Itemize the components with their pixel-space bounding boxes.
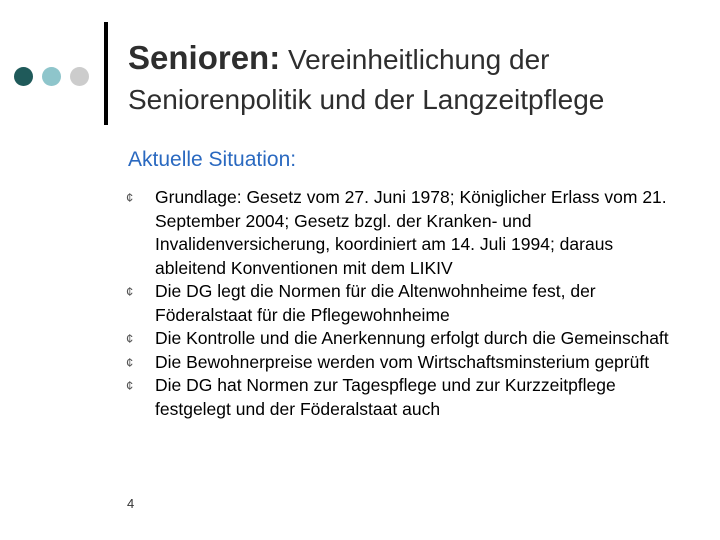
slide-title	[128, 38, 708, 120]
gray-dot-icon	[70, 67, 89, 86]
bullet-circle-icon: ¢	[126, 284, 134, 299]
page-number: 4	[127, 496, 135, 511]
bullet-text: Grundlage: Gesetz vom 27. Juni 1978; Königlicher Erlass vom 21. September 2004; Gesetz bzgl. der Kranken- und Invalidenversicherung, koordiniert am 14. Juli 1994; daraus ableitend Konventionen mit dem LIKIV	[155, 187, 667, 278]
bullet-text: Die Bewohnerpreise werden vom Wirtschaftsminsterium geprüft	[155, 351, 650, 372]
slide-title-main: Senioren:	[128, 39, 281, 76]
bullet-list	[126, 186, 686, 421]
title-divider	[104, 22, 108, 125]
list-item	[126, 351, 686, 375]
dark-teal-dot-icon	[14, 67, 33, 86]
bullet-text: Die DG hat Normen zur Tagespflege und zur Kurzzeitpflege festgelegt und der Föderalstaat auch	[155, 375, 616, 419]
list-item	[126, 374, 686, 421]
list-item	[126, 327, 686, 351]
list-item	[126, 280, 686, 327]
decorative-dots	[14, 67, 89, 86]
slide-title-rest: Vereinheitlichung der Seniorenpolitik und der Langzeitpflege	[128, 44, 605, 115]
section-subheading: Aktuelle Situation:	[128, 148, 297, 171]
bullet-circle-icon: ¢	[126, 354, 134, 370]
bullet-circle-icon: ¢	[126, 331, 134, 346]
bullet-circle-icon: ¢	[126, 190, 134, 205]
bullet-circle-icon: ¢	[126, 378, 134, 393]
light-teal-dot-icon	[42, 67, 61, 86]
list-item	[126, 186, 686, 280]
bullet-text: Die DG legt die Normen für die Altenwohnheime fest, der Föderalstaat für die Pflegewohnheime	[155, 281, 596, 325]
bullet-text: Die Kontrolle und die Anerkennung erfolgt durch die Gemeinschaft	[155, 328, 669, 348]
